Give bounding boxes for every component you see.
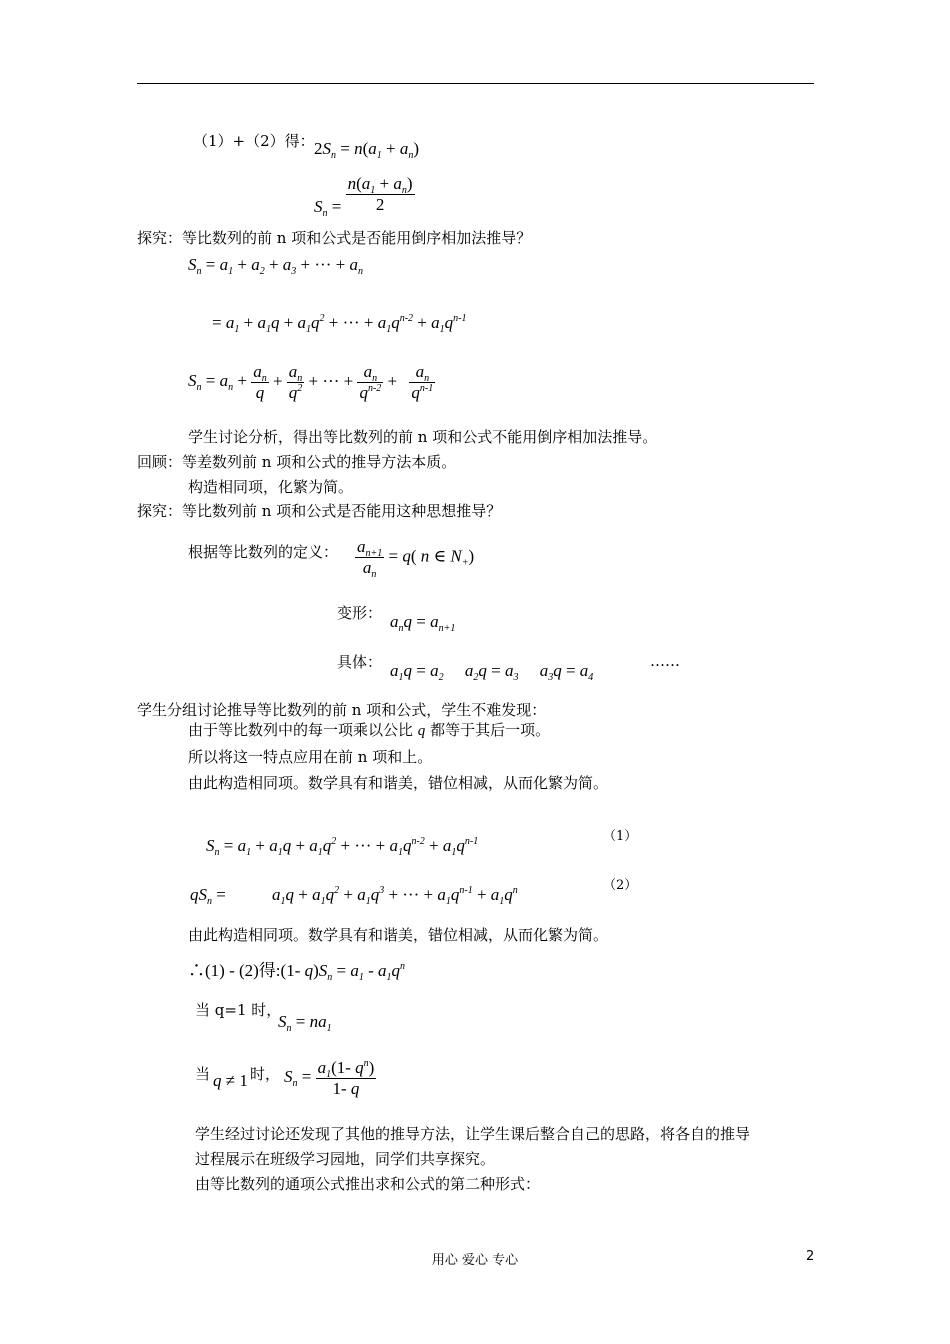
text-line: 探究：等比数列前 n 项和公式是否能用这种思想推导？ [137, 502, 502, 520]
text-line: 变形： [337, 604, 383, 622]
text-line: 过程展示在班级学习园地，同学们共享探究。 [195, 1150, 496, 1168]
text-line: 根据等比数列的定义： [188, 543, 339, 561]
formula-q-not-1: q ≠ 1 [213, 1071, 248, 1090]
page-footer: 用心 爱心 专心 [431, 1253, 519, 1268]
formula-sn-sum: $S_n = a_1 + a_2 + a_3$ + ··· + $a_n$ [188, 255, 363, 277]
formula-sn-reverse: $S_n = a_n$ + $\frac{a_n}{q}$ + $\frac{a_n}{q^2}$ + ··· + $\frac{a_n}{q^{n-2}}$ + $\frac{a_n}{q^{n-1}}$ [188, 362, 434, 402]
text-line: 所以将这一特点应用在前 n 项和上。 [188, 748, 433, 766]
text-line: 探究：等比数列的前 n 项和公式是否能用倒序相加法推导？ [137, 229, 532, 247]
text-line: 由等比数列的通项公式推出求和公式的第二种形式： [195, 1175, 541, 1193]
formula-subtract: ∴(1) - (2)得:(1- $q)S_n = a_1 - a_1q^n$ [188, 961, 406, 983]
eq-label-1: （1） [603, 829, 638, 844]
formula-sn-final: $S_n$ = $\frac{a_1(1- q^n)}{1- q}$ [284, 1058, 375, 1098]
page-number: 2 [806, 1249, 815, 1264]
text-line: 学生分组讨论推导等比数列的前 n 项和公式，学生不难发现： [137, 701, 547, 719]
text-line: 由此构造相同项。数学具有和谐美，错位相减，从而化繁为简。 [188, 774, 609, 792]
formula-concrete: $a_1q = a_2$ $a_2q = a_3$ $a_3q = a_4$ [390, 661, 594, 683]
text-line: 当 q=1 时， [195, 1001, 282, 1019]
text-line: 时， [250, 1065, 281, 1083]
formula-eq1: $S_n = a_1 + a_1q + a_1q^2$ + ··· + $a_1q^{n-2} + a_1q^{n-1}$ [206, 836, 479, 858]
header-rule [137, 83, 814, 84]
text-line: 具体： [337, 653, 383, 671]
text-line: 构造相同项，化繁为简。 [188, 478, 354, 496]
formula-sn-half: $S_n$ = $\frac{n(a_1 + a_n)}{2}$ [314, 174, 413, 220]
eq-label-2: （2） [603, 878, 638, 893]
formula-definition: $\frac{a_{n+1}}{a_n}$ = q( n ∈ $N_+$) [357, 537, 475, 580]
text-line: 由此构造相同项。数学具有和谐美，错位相减，从而化繁为简。 [188, 926, 609, 944]
text-line: 学生讨论分析，得出等比数列的前 n 项和公式不能用倒序相加法推导。 [188, 428, 658, 446]
formula-2sn: $2S_n = n(a_1 + a_n)$ [314, 139, 420, 161]
ellipsis: …… [650, 652, 680, 670]
text-line: 回顾：等差数列前 n 项和公式的推导方法本质。 [137, 453, 457, 471]
text-segment: 都等于其后一项。 [430, 721, 551, 739]
formula-transform: $a_nq = a_{n+1}$ [390, 612, 456, 634]
formula-q-equals-1: $S_n = na_1$ [278, 1012, 332, 1034]
text-line: 学生经过讨论还发现了其他的推导方法，让学生课后整合自己的思路，将各自的推导 [195, 1125, 751, 1143]
text-line: 由于等比数列中的每一项乘以公比 q 都等于其后一项。 [188, 721, 551, 739]
text-segment: 由于等比数列中的每一项乘以公比 [188, 721, 414, 739]
formula-eq2-lhs: $qS_n$ = [190, 885, 226, 907]
formula-eq2-rhs: $a_1q + a_1q^2 + a_1q^3$ + ··· + $a_1q^{n-1} + a_1q^n$ [272, 885, 518, 907]
text-line: （1）+（2）得： [193, 132, 315, 150]
text-line: 当 [195, 1065, 211, 1083]
formula-sn-geometric: = $a_1 + a_1q + a_1q^2$ + ··· + $a_1q^{n-2} + a_1q^{n-1}$ [212, 313, 467, 335]
